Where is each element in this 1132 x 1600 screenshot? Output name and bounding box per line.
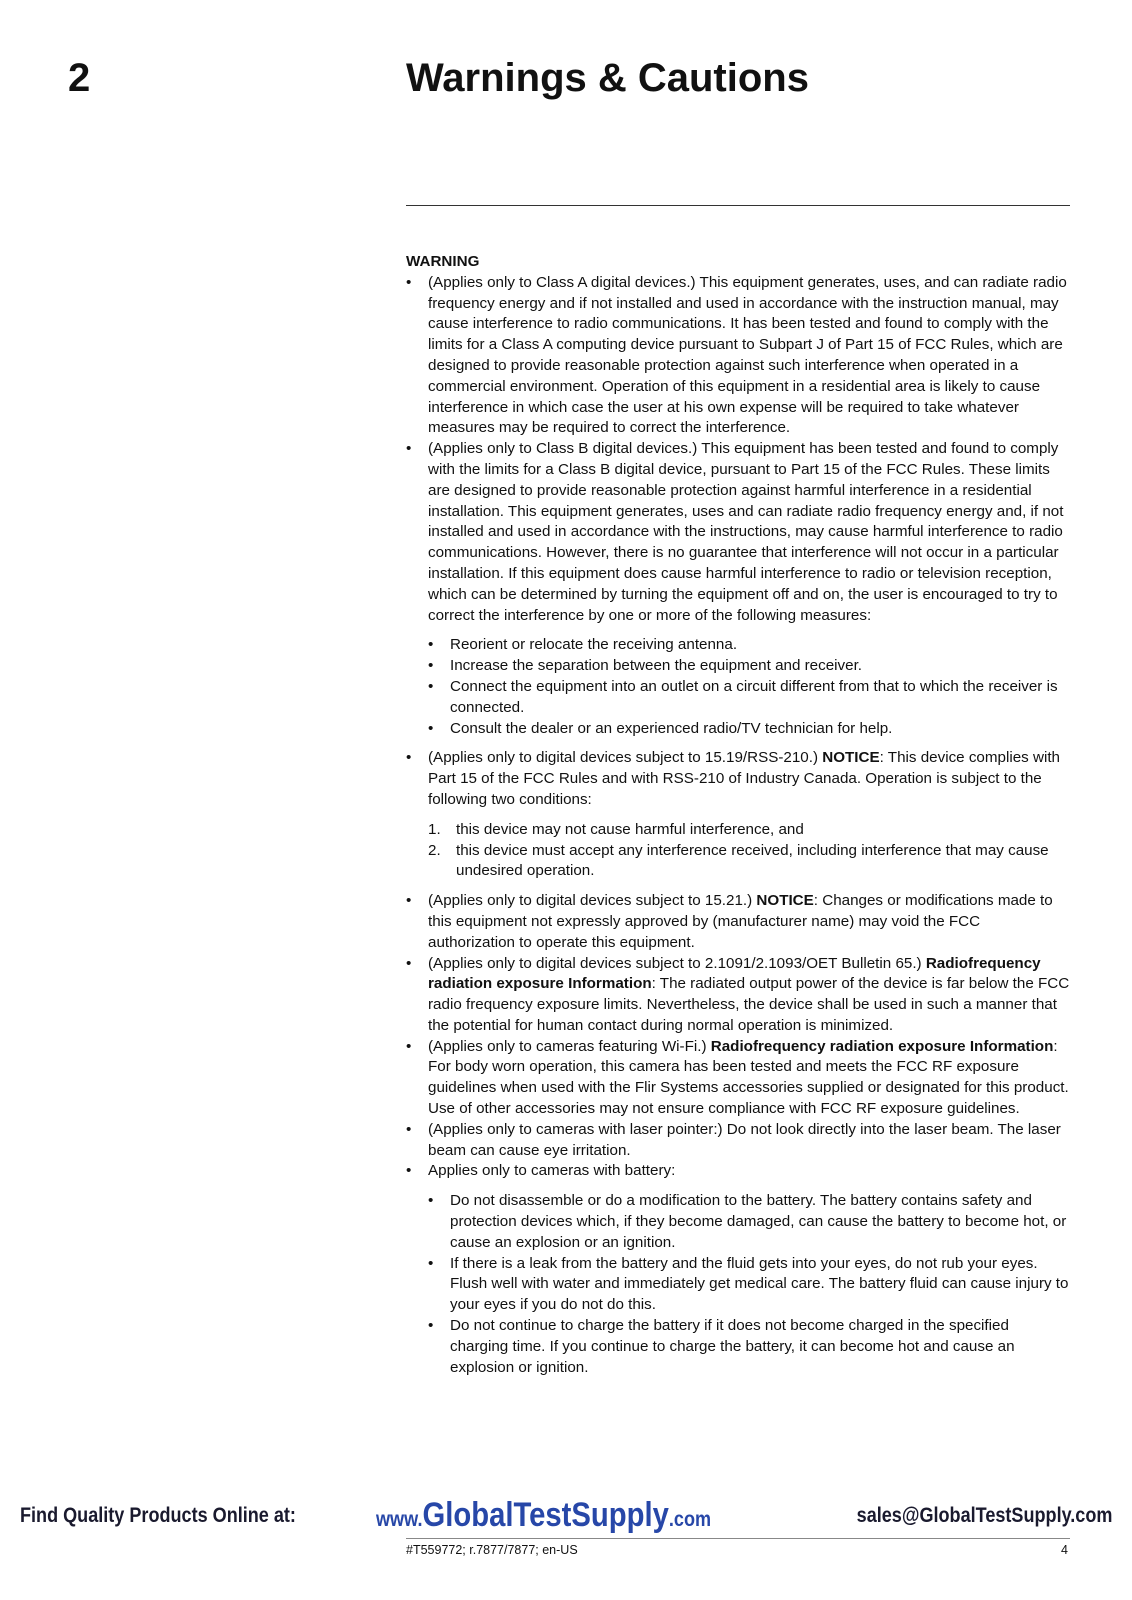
promo-footer: [0, 1496, 1132, 1538]
rf-exposure-bold: Radiofrequency radiation exposure Information: [428, 954, 1041, 993]
class-b-text: (Applies only to Class B digital devices.) This equipment has been tested and found to comply with the limits for a Class B digital device, pursuant to Part 15 of the FCC Rules. These limits are designed to provide reasonable protection against harmful interference in a residential installation. This equipment generates, uses and can radiate radio frequency energy and, if not installed and used in accordance with the instructions, may cause harmful interference to radio communications. However, there is no guarantee that interference will not occur in a particular installation. If this equipment does cause harmful interference to radio or television reception, which can be determined by turning the equipment off and on, the user is encouraged to try to correct the interference by one or more of the following measures:: [428, 440, 1064, 624]
warning-heading: WARNING: [406, 253, 480, 270]
condition-number: 2.: [428, 841, 441, 859]
list-item-rf-exposure: [406, 954, 1070, 1037]
condition-text: this device may not cause harmful interference, and: [456, 820, 804, 838]
list-item-class-b: [406, 439, 1070, 739]
rss210-notice: NOTICE: [822, 749, 880, 767]
footer-email-link[interactable]: sales@GlobalTestSupply.com: [856, 1504, 1112, 1527]
list-item: [428, 820, 1070, 841]
battery-list: [428, 1191, 1070, 1378]
list-item: • Do not disassemble or do a modification to the battery. The battery contains safety and protection devices which, if they become damaged, can cause the battery to become hot, or cause an explosion or an ignition.: [428, 1191, 1070, 1253]
list-item: [428, 841, 1070, 883]
chapter-title: Warnings & Cautions: [406, 56, 809, 100]
list-item-laser: [406, 1120, 1070, 1162]
rf-exposure-pre: (Applies only to digital devices subject to 2.1091/2.1093/OET Bulletin 65.): [428, 954, 926, 972]
laser-text: (Applies only to cameras with laser pointer:) Do not look directly into the laser beam. The laser beam can cause eye irritation.: [428, 1120, 1061, 1159]
footer-com: .com: [668, 1508, 712, 1531]
list-item: • Reorient or relocate the receiving antenna.: [428, 635, 1070, 656]
list-item-class-a: [406, 273, 1070, 439]
warning-list: [406, 273, 1070, 1379]
class-a-text: (Applies only to Class A digital devices.) This equipment generates, uses, and can radiate radio frequency energy and if not installed and used in accordance with the instruction manual, may cause interference to radio communications. It has been tested and found to comply with the limits for a Class A computing device pursuant to Subpart J of Part 15 of FCC Rules, which are designed to provide reasonable protection against such interference when operated in a commercial environment. Operation of this equipment in a residential area is likely to cause interference in which case the user at his own expense will be required to take whatever measures may be required to correct the interference.: [428, 273, 1067, 437]
title-divider: [406, 205, 1070, 206]
rss210-pre: (Applies only to digital devices subject to 15.19/RSS-210.): [428, 749, 823, 767]
list-item-notice-1521: [406, 891, 1070, 953]
footer-www: www.: [376, 1508, 423, 1531]
footer-brand: GlobalTestSupply: [422, 1496, 669, 1534]
wifi-pre: (Applies only to cameras featuring Wi-Fi.): [428, 1037, 711, 1055]
list-item: • If there is a leak from the battery and the fluid gets into your eyes, do not rub your eyes. Flush well with water and immediately get medical care. The battery fluid can cause injury to your eyes if you do not do this.: [428, 1254, 1070, 1316]
measures-list: [428, 635, 1070, 739]
list-item: • Increase the separation between the equipment and receiver.: [428, 656, 1070, 677]
notice-1521-post: : Changes or modifications made to this equipment not expressly approved by (manufacturer name) may void the FCC authorization to operate this equipment.: [428, 892, 1053, 951]
chapter-number: 2: [68, 56, 91, 100]
battery-text: Applies only to cameras with battery:: [428, 1162, 676, 1180]
condition-text: this device must accept any interference received, including interference that may cause undesired operation.: [456, 841, 1049, 880]
footer-divider: [406, 1538, 1070, 1539]
list-item-battery: [406, 1161, 1070, 1378]
warnings-content: [406, 252, 1070, 1387]
list-item-wifi: [406, 1037, 1070, 1120]
page-number: 4: [1061, 1543, 1068, 1557]
condition-number: 1.: [428, 820, 441, 838]
list-item-rss210: [406, 748, 1070, 882]
conditions-list: [428, 820, 1070, 882]
rss210-post: : This device complies with Part 15 of the FCC Rules and with RSS-210 of Industry Canada. Operation is subject to the following two conditions:: [428, 749, 1060, 808]
document-id: #T559772; r.7877/7877; en-US: [406, 1543, 578, 1557]
list-item: • Connect the equipment into an outlet on a circuit different from that to which the receiver is connected.: [428, 677, 1070, 719]
wifi-post: : For body worn operation, this camera has been tested and meets the FCC RF exposure guidelines when used with the Flir Systems accessories supplied or designated for this product. Use of other accessories may not ensure compliance with FCC RF exposure guidelines.: [428, 1037, 1069, 1118]
rf-exposure-post: : The radiated output power of the device is far below the FCC radio frequency exposure limits. Nevertheless, the device shall be used in such a manner that the potential for human contact during normal operation is minimized.: [428, 975, 1070, 1034]
notice-1521-bold: NOTICE: [756, 892, 814, 910]
footer-tagline: Find Quality Products Online at:: [20, 1504, 296, 1527]
list-item: • Do not continue to charge the battery if it does not become charged in the specified charging time. If you continue to charge the battery, it can become hot and cause an explosion or ignition.: [428, 1316, 1070, 1378]
footer-website-link[interactable]: [376, 1496, 711, 1535]
wifi-bold: Radiofrequency radiation exposure Information: [710, 1037, 1054, 1055]
list-item: • Consult the dealer or an experienced radio/TV technician for help.: [428, 719, 1070, 740]
notice-1521-pre: (Applies only to digital devices subject to 15.21.): [428, 892, 757, 910]
